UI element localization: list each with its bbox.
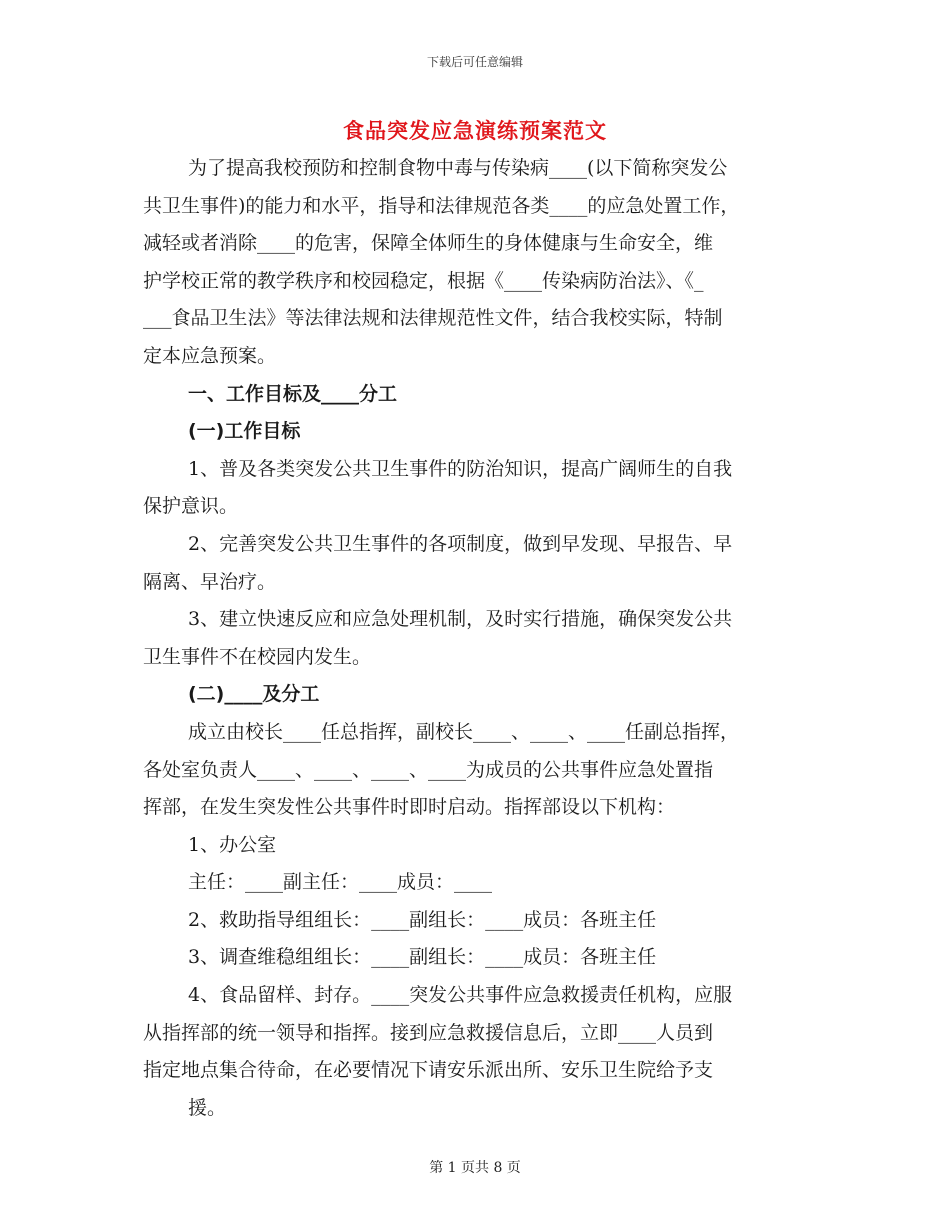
paragraph-line: 护学校正常的教学秩序和校园稳定，根据《____传染病防治法》、《_: [143, 269, 704, 292]
paragraph-line: ___食品卫生法》等法律法规和法律规范性文件，结合我校实际，特制: [143, 307, 723, 330]
paragraph-line: 主任：____副主任：____成员：____: [188, 871, 493, 894]
paragraph-line: 2、完善突发公共卫生事件的各项制度，做到早发现、早报告、早: [188, 532, 733, 555]
paragraph-line: 各处室负责人____、____、____、____为成员的公共事件应急处置指: [143, 758, 714, 781]
paragraph-line: 1、办公室: [188, 833, 277, 856]
document-title: 食品突发应急演练预案范文: [343, 118, 607, 143]
paragraph-line: 1、普及各类突发公共卫生事件的防治知识，提高广阔师生的自我: [188, 457, 733, 480]
paragraph-line: 从指挥部的统一领导和指挥。接到应急救援信息后，立即____人员到: [143, 1021, 714, 1044]
paragraph-line: 减轻或者消除____的危害，保障全体师生的身体健康与生命安全，维: [143, 232, 714, 255]
section-heading: (一)工作目标: [188, 420, 301, 443]
paragraph-line: 卫生事件不在校园内发生。: [143, 645, 372, 668]
paragraph-line: 定本应急预案。: [143, 344, 277, 367]
paragraph-line: 保护意识。: [143, 495, 239, 518]
document-body: [143, 150, 811, 1127]
section-heading: (二)____及分工: [188, 683, 320, 706]
paragraph-line: 指定地点集合待命，在必要情况下请安乐派出所、安乐卫生院给予支: [143, 1059, 714, 1082]
header-note: 下载后可任意编辑: [426, 55, 523, 69]
paragraph-line: 援。: [188, 1096, 227, 1119]
section-heading: 一、工作目标及____分工: [188, 382, 398, 405]
paragraph-line: 4、食品留样、封存。____突发公共事件应急救援责任机构，应服: [188, 984, 733, 1007]
paragraph-line: 2、救助指导组组长：____副组长：____成员：各班主任: [188, 908, 657, 931]
page-footer: 第 1 页共 8 页: [429, 1160, 521, 1176]
paragraph-line: 为了提高我校预防和控制食物中毒与传染病____(以下简称突发公: [188, 157, 728, 179]
paragraph-line: 3、建立快速反应和应急处理机制，及时实行措施，确保突发公共: [188, 608, 733, 631]
paragraph-line: 共卫生事件)的能力和水平，指导和法律规范各类____的应急处置工作，: [143, 194, 740, 217]
paragraph-line: 隔离、早治疗。: [143, 570, 277, 593]
paragraph-line: 挥部，在发生突发性公共事件时即时启动。指挥部设以下机构：: [143, 796, 676, 819]
paragraph-line: 成立由校长____任总指挥，副校长____、____、____任副总指挥，: [188, 720, 740, 743]
paragraph-line: 3、调查维稳组组长：____副组长：____成员：各班主任: [188, 946, 657, 969]
